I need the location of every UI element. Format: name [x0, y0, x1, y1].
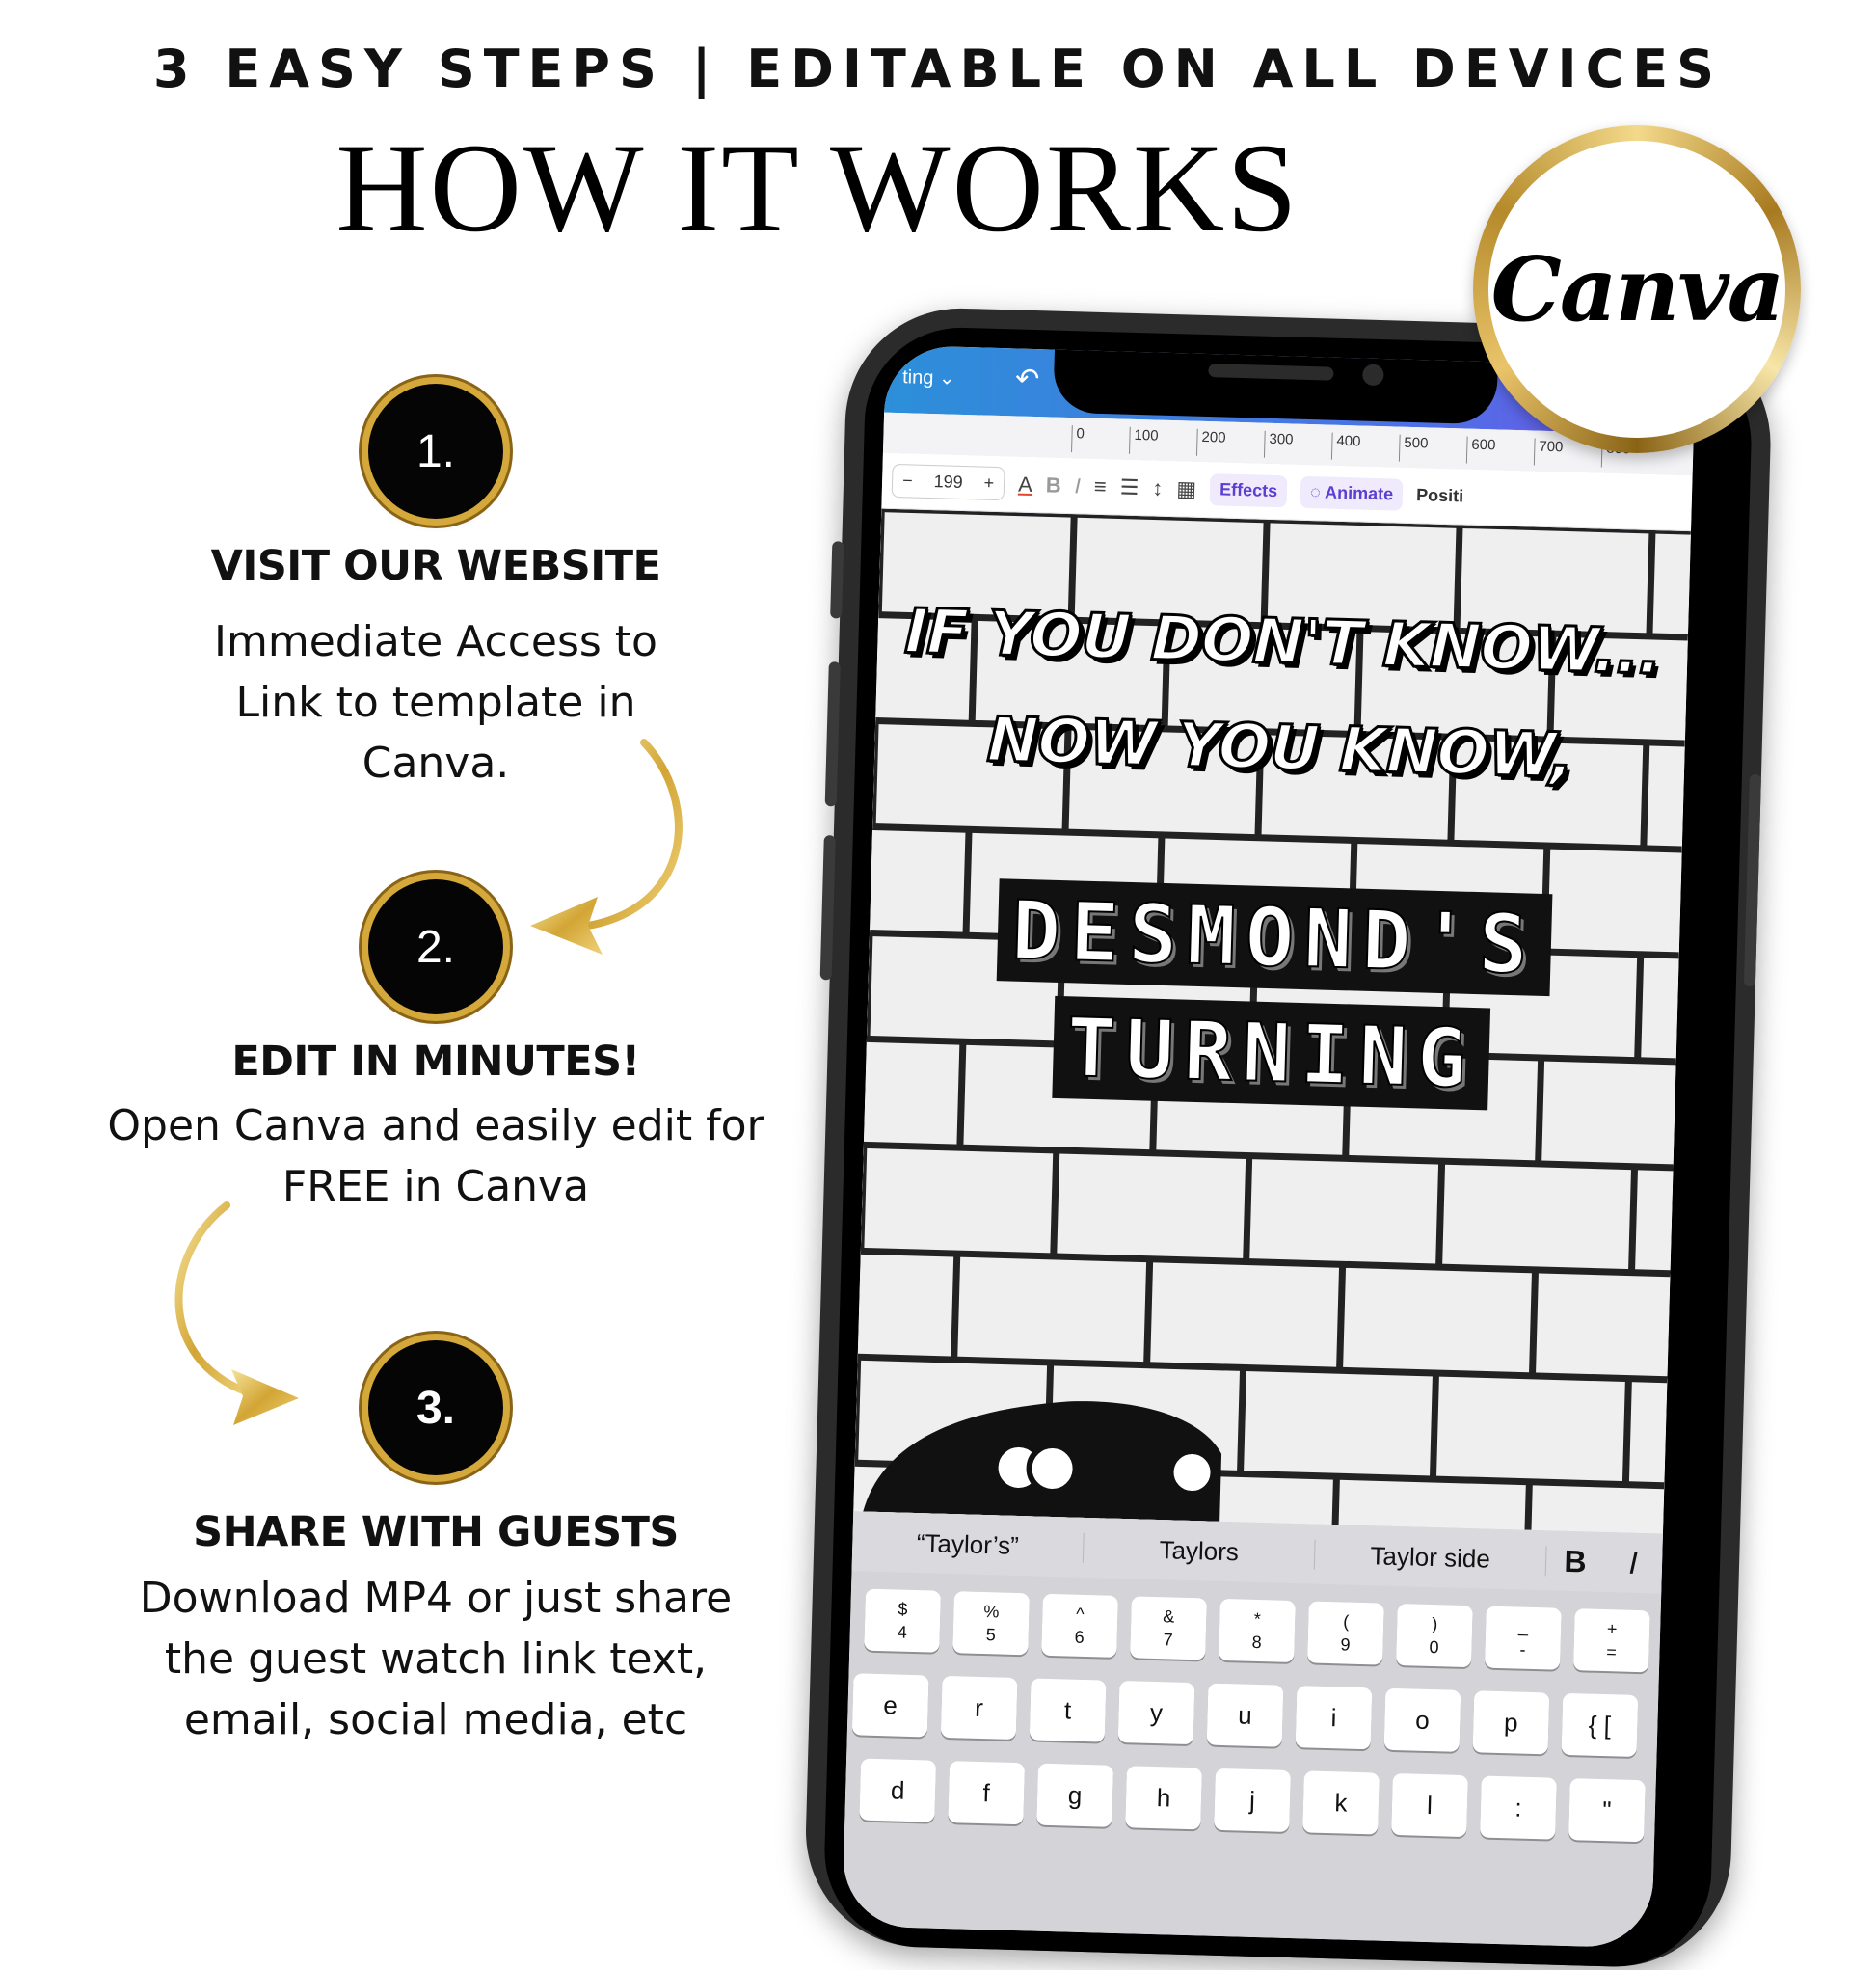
key-row2-6[interactable]: o	[1384, 1688, 1461, 1752]
key-row2-3[interactable]: y	[1118, 1681, 1195, 1744]
key-number: 7	[1163, 1630, 1173, 1650]
design-line-2[interactable]: NOW YOU KNOW,	[985, 704, 1574, 793]
ruler-tick: 600	[1466, 437, 1496, 465]
brick-mortar-joint	[1439, 1161, 1442, 1267]
key-num-5[interactable]	[1307, 1601, 1384, 1664]
brick-mortar-joint	[1241, 1367, 1244, 1473]
key-num-8[interactable]	[1573, 1608, 1650, 1672]
step-1-title: VISIT OUR WEBSITE	[210, 542, 661, 590]
suggestion-2[interactable]: Taylors	[1084, 1532, 1316, 1569]
key-row2-0[interactable]: e	[852, 1673, 929, 1737]
canva-logo: Canva	[1490, 237, 1783, 341]
brick-mortar-joint	[1054, 1150, 1057, 1256]
key-number: 4	[897, 1622, 908, 1642]
step-2-number: 2.	[415, 921, 456, 973]
step-3-title: SHARE WITH GUESTS	[193, 1508, 679, 1556]
keyboard-italic-button[interactable]: I	[1628, 1545, 1639, 1580]
page-title: HOW IT WORKS	[335, 117, 1300, 258]
key-number: 6	[1074, 1627, 1085, 1647]
key-row3-8[interactable]: "	[1568, 1778, 1646, 1842]
brick-mortar-joint	[1246, 1156, 1249, 1262]
ruler-tick: 700	[1534, 439, 1564, 467]
key-row3-0[interactable]: d	[859, 1759, 936, 1822]
brick-mortar-joint	[1532, 1270, 1535, 1376]
brick-mortar-joint	[1147, 1259, 1150, 1365]
suggestion-1[interactable]: “Taylor’s”	[852, 1526, 1085, 1563]
brick-mortar-joint	[1625, 1379, 1628, 1485]
transparency-icon[interactable]: ▦	[1176, 475, 1197, 501]
brick-mortar-joint	[1433, 1373, 1435, 1479]
key-row2-8[interactable]: { [	[1562, 1693, 1639, 1757]
document-name-dropdown[interactable]: ting ⌄	[901, 366, 955, 390]
list-icon[interactable]: ☰	[1119, 474, 1139, 499]
step-1-number: 1.	[415, 425, 456, 477]
key-row3-3[interactable]: h	[1125, 1766, 1202, 1829]
key-symbol: ^	[1075, 1604, 1085, 1624]
step-3-description: Download MP4 or just share the guest watch link text, email, social media, etc	[139, 1574, 733, 1744]
brick-mortar-joint	[855, 1357, 858, 1463]
key-number: 5	[985, 1625, 997, 1645]
step-3-number: 3.	[415, 1382, 456, 1434]
key-row3-6[interactable]: l	[1391, 1773, 1468, 1837]
key-row3-1[interactable]: f	[948, 1761, 1025, 1824]
undo-icon[interactable]: ↶	[1014, 363, 1040, 396]
effects-button[interactable]: Effects	[1210, 473, 1288, 507]
canva-badge-inner	[1488, 141, 1785, 438]
design-canvas[interactable]	[853, 509, 1691, 1534]
ruler-tick: 0	[1071, 425, 1085, 452]
key-row2-5[interactable]: i	[1296, 1686, 1373, 1749]
key-row3-7[interactable]: :	[1480, 1776, 1557, 1840]
front-camera	[1362, 364, 1384, 387]
key-num-4[interactable]	[1219, 1599, 1296, 1662]
header-kicker: 3 EASY STEPS | EDITABLE ON ALL DEVICES	[152, 39, 1724, 99]
key-num-2[interactable]	[1041, 1594, 1118, 1658]
arrow-step1-to-step2-icon	[521, 733, 704, 974]
keyboard-bold-button[interactable]: B	[1564, 1543, 1588, 1579]
key-row3-4[interactable]: j	[1214, 1768, 1291, 1832]
design-line-4-text: TURNING	[1052, 996, 1490, 1111]
font-size-stepper[interactable]	[892, 464, 1005, 500]
design-line-3-text: DESMOND'S	[997, 878, 1552, 996]
phone-volume-down	[820, 835, 836, 980]
ruler-tick: 400	[1331, 433, 1361, 461]
text-color-icon[interactable]: A	[1017, 472, 1033, 497]
ruler-tick: 300	[1264, 431, 1294, 459]
step-2-description: Open Canva and easily edit for FREE in Canva	[107, 1101, 764, 1211]
animate-button[interactable]	[1300, 476, 1404, 511]
key-row2-7[interactable]: p	[1473, 1690, 1550, 1754]
phone-volume-up	[825, 661, 841, 806]
align-icon[interactable]: ≡	[1093, 473, 1108, 499]
ruler-tick: 200	[1196, 429, 1226, 457]
ruler-tick: 100	[1129, 427, 1159, 455]
ruler-tick: 500	[1399, 435, 1429, 463]
key-num-7[interactable]	[1485, 1606, 1562, 1670]
key-row2-2[interactable]: t	[1030, 1678, 1107, 1741]
key-symbol: _	[1517, 1616, 1529, 1636]
position-button[interactable]: Positi	[1415, 485, 1464, 506]
animate-label: Animate	[1324, 482, 1394, 504]
italic-icon[interactable]: I	[1074, 472, 1082, 498]
font-size-value[interactable]: 199	[933, 472, 963, 492]
key-number: 0	[1429, 1636, 1439, 1658]
key-number: 9	[1340, 1634, 1351, 1655]
phone-side-button	[830, 541, 844, 618]
suggestion-3[interactable]: Taylor side	[1315, 1539, 1547, 1576]
canva-badge	[1473, 125, 1801, 453]
key-symbol: $	[898, 1599, 908, 1619]
step-3-badge	[368, 1340, 503, 1475]
phone-power-button	[1744, 774, 1761, 986]
step-1-description: Immediate Access to Link to template in Canva.	[214, 617, 657, 788]
key-symbol: *	[1253, 1608, 1262, 1630]
phone-mockup	[803, 306, 1774, 1970]
font-size-decrease-button[interactable]: −	[901, 471, 913, 491]
key-symbol: &	[1163, 1606, 1175, 1627]
animate-icon: ◌	[1309, 482, 1326, 502]
brick-mortar-joint	[861, 1145, 864, 1251]
phone-notch	[1053, 345, 1498, 425]
key-symbol: (	[1342, 1611, 1350, 1632]
spacing-icon[interactable]: ↕	[1152, 474, 1164, 500]
key-number: -	[1519, 1639, 1526, 1660]
brick-mortar-joint	[1631, 1167, 1634, 1273]
brick-mortar-joint	[1526, 1482, 1529, 1534]
key-num-6[interactable]	[1396, 1604, 1473, 1667]
bold-icon[interactable]: B	[1045, 472, 1062, 498]
step-1-badge	[368, 384, 503, 519]
key-number: =	[1605, 1642, 1618, 1662]
key-num-0[interactable]	[864, 1589, 941, 1653]
key-row3-5[interactable]: k	[1302, 1770, 1380, 1834]
phone-bezel	[822, 325, 1755, 1969]
font-size-increase-button[interactable]: +	[983, 472, 995, 493]
key-number: 8	[1251, 1632, 1262, 1653]
design-line-1[interactable]: IF YOU DON'T KNOW...	[903, 596, 1662, 689]
brick-mortar-joint	[1340, 1264, 1343, 1370]
key-symbol: %	[983, 1602, 1000, 1622]
key-num-1[interactable]	[952, 1591, 1030, 1655]
brick-mortar-joint	[954, 1254, 957, 1360]
key-num-3[interactable]	[1130, 1596, 1207, 1660]
key-symbol: +	[1606, 1619, 1618, 1639]
phone-speaker	[1208, 364, 1333, 381]
step-2-title: EDIT IN MINUTES!	[231, 1038, 640, 1086]
key-row2-1[interactable]: r	[941, 1676, 1018, 1740]
step-2-badge	[368, 879, 503, 1014]
key-symbol: )	[1431, 1614, 1438, 1634]
key-row3-2[interactable]: g	[1036, 1764, 1113, 1827]
phone-screen	[842, 345, 1695, 1949]
on-screen-keyboard	[842, 1511, 1663, 1948]
key-row2-4[interactable]: u	[1207, 1684, 1284, 1747]
arrow-step2-to-step3-icon	[154, 1196, 308, 1437]
